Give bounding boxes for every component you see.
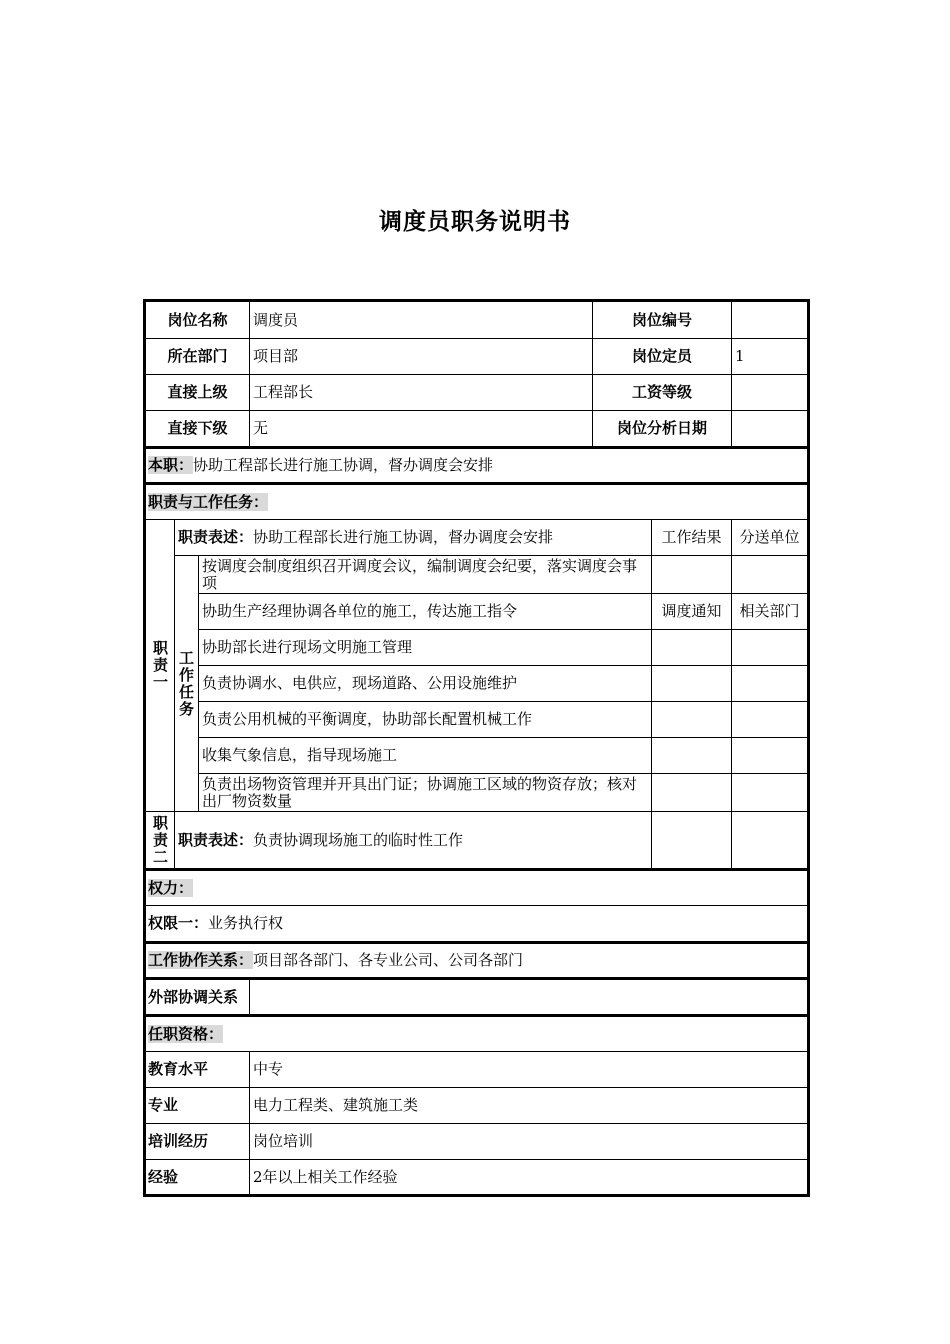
task-row [145, 556, 809, 594]
task-row [145, 630, 809, 666]
task-recipient: 相关部门 [732, 594, 809, 630]
qualification-row [145, 1088, 809, 1124]
task-text: 负责协调水、电供应，现场道路、公用设施维护 [199, 666, 652, 702]
task-result [652, 666, 732, 702]
qualification-value: 中专 [250, 1052, 809, 1088]
task-recipient [732, 556, 809, 594]
task-text: 按调度会制度组织召开调度会议，编制调度会纪要，落实调度会事项 [199, 556, 652, 594]
qualifications-header-row [145, 1016, 809, 1052]
position-code-label: 岗位编号 [593, 301, 732, 339]
duty1-label [145, 520, 175, 812]
duty2-label-text: 职责二 [153, 813, 169, 866]
department-label: 所在部门 [145, 339, 250, 375]
core-duty-label: 本职： [148, 456, 194, 474]
info-row-superior [145, 375, 809, 411]
task-text: 负责出场物资管理并开具出门证；协调施工区域的物资存放；核对出厂物资数量 [199, 774, 652, 812]
qualification-label: 经验 [145, 1160, 250, 1196]
job-description-table [143, 299, 810, 1197]
task-result [652, 702, 732, 738]
duty2-desc-label: 职责表述： [178, 830, 254, 849]
duty1-label-text: 职责一 [153, 639, 169, 691]
task-recipient [732, 738, 809, 774]
info-row-subordinate [145, 411, 809, 448]
analysis-date-label: 岗位分析日期 [593, 411, 732, 448]
task-row [145, 666, 809, 702]
position-name-label: 岗位名称 [145, 301, 250, 339]
superior-value: 工程部长 [250, 375, 593, 411]
task-recipient [732, 702, 809, 738]
core-duty-text: 协助工程部长进行施工协调，督办调度会安排 [193, 456, 494, 474]
duty1-desc-label: 职责表述： [178, 528, 254, 546]
task-result [652, 630, 732, 666]
task-result [652, 556, 732, 594]
headcount-value: 1 [732, 339, 809, 375]
salary-grade-label: 工资等级 [593, 375, 732, 411]
task-row [145, 594, 809, 630]
subordinate-value: 无 [250, 411, 593, 448]
qualifications-header: 任职资格： [148, 1024, 224, 1043]
core-duty-row [145, 448, 809, 484]
info-row-position [145, 301, 809, 339]
tasks-label [175, 556, 199, 812]
duty1-desc-text: 协助工程部长进行施工协调，督办调度会安排 [253, 528, 554, 546]
authority-item-row [145, 906, 809, 943]
duty2-row [145, 812, 809, 870]
tasks-label-text: 工作任务 [179, 648, 195, 718]
duty2-label [145, 812, 175, 870]
position-name-value: 调度员 [250, 301, 593, 339]
info-row-department [145, 339, 809, 375]
task-text: 负责公用机械的平衡调度，协助部长配置机械工作 [199, 702, 652, 738]
superior-label: 直接上级 [145, 375, 250, 411]
task-text: 协助部长进行现场文明施工管理 [199, 630, 652, 666]
qualification-value: 电力工程类、建筑施工类 [250, 1088, 809, 1124]
task-text: 收集气象信息，指导现场施工 [199, 738, 652, 774]
task-row [145, 738, 809, 774]
qualification-row [145, 1124, 809, 1160]
internal-relations-row [145, 943, 809, 979]
recipient-header: 分送单位 [732, 520, 809, 556]
external-relations-label: 外部协调关系 [145, 979, 250, 1016]
task-result [652, 774, 732, 812]
task-row [145, 774, 809, 812]
duty1-desc-row [145, 520, 809, 556]
position-code-value [732, 301, 809, 339]
result-header: 工作结果 [652, 520, 732, 556]
qualification-value: 岗位培训 [250, 1124, 809, 1160]
external-relations-row [145, 979, 809, 1016]
subordinate-label: 直接下级 [145, 411, 250, 448]
external-relations-text [250, 979, 809, 1016]
authority-header: 权力： [148, 878, 194, 897]
authority-item-text: 业务执行权 [208, 914, 284, 932]
duty2-result [652, 812, 732, 870]
qualification-value: 2年以上相关工作经验 [250, 1160, 809, 1196]
internal-relations-text: 项目部各部门、各专业公司、公司各部门 [253, 951, 524, 969]
internal-relations-label: 工作协作关系： [148, 951, 254, 969]
qualification-label: 教育水平 [145, 1052, 250, 1088]
task-row [145, 702, 809, 738]
qualification-label: 培训经历 [145, 1124, 250, 1160]
task-recipient [732, 774, 809, 812]
salary-grade-value [732, 375, 809, 411]
qualification-row [145, 1160, 809, 1196]
task-text: 协助生产经理协调各单位的施工，传达施工指令 [199, 594, 652, 630]
department-value: 项目部 [250, 339, 593, 375]
qualification-row [145, 1052, 809, 1088]
page-title: 调度员职务说明书 [379, 209, 571, 235]
headcount-label: 岗位定员 [593, 339, 732, 375]
task-recipient [732, 666, 809, 702]
qualification-label: 专业 [145, 1088, 250, 1124]
duty2-recipient [732, 812, 809, 870]
task-recipient [732, 630, 809, 666]
authority-item-label: 权限一： [148, 914, 209, 932]
duty2-desc-text: 负责协调现场施工的临时性工作 [253, 830, 464, 849]
task-result [652, 738, 732, 774]
duties-header-row [145, 484, 809, 520]
task-result: 调度通知 [652, 594, 732, 630]
analysis-date-value [732, 411, 809, 448]
authority-header-row [145, 870, 809, 906]
duties-header: 职责与工作任务： [148, 492, 269, 511]
